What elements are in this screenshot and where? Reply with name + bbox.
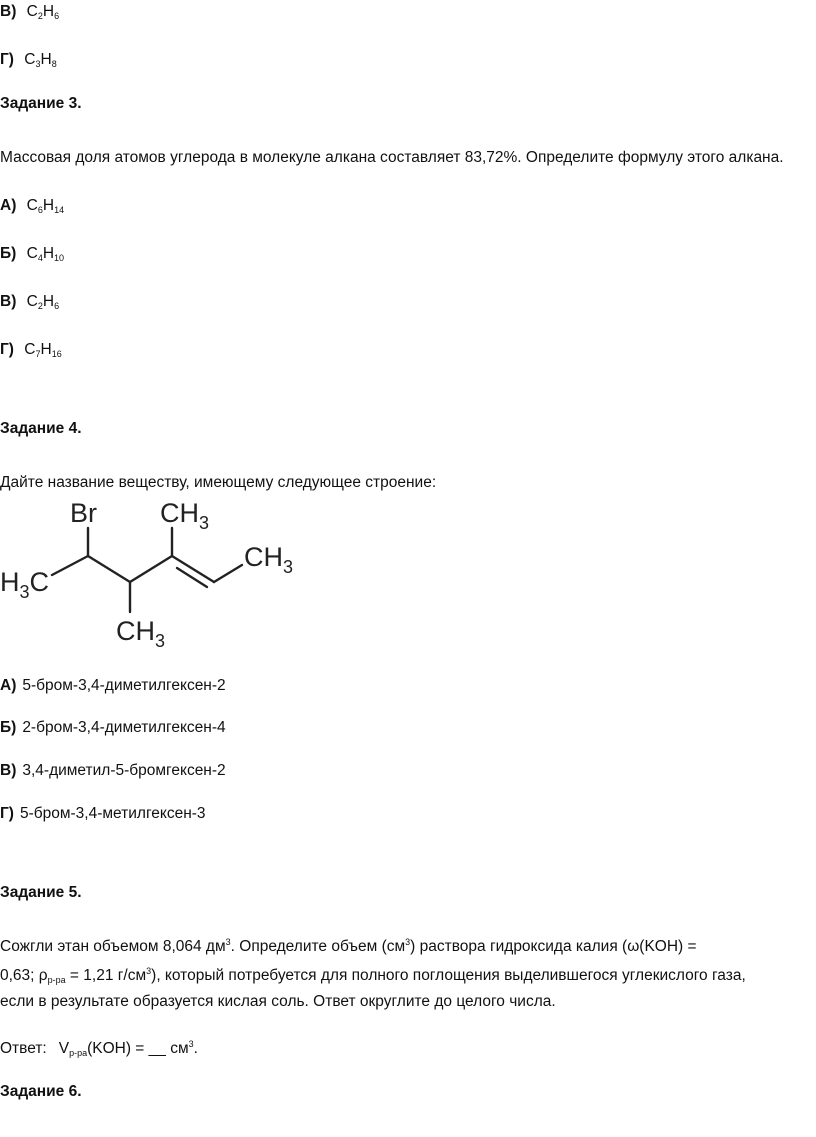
task5-answer: Ответ: $V_{р-ра}(KOH)$ = __ $см^3$. bbox=[0, 1039, 198, 1058]
bond-lines bbox=[52, 528, 242, 612]
task3-question: Массовая доля атомов углерода в молекуле алкана составляет 83,72%. Определите формулу этого алкана. bbox=[0, 149, 784, 166]
option-text: 5-бром-3,4-диметилгексен-2 bbox=[22, 677, 226, 694]
option-letter: Г) bbox=[0, 51, 14, 68]
task2-option-g bbox=[0, 50, 57, 70]
task5-question-line3: если в результате образуется кислая соль. Ответ округлите до целого числа. bbox=[0, 993, 556, 1010]
task4-option-a bbox=[0, 676, 226, 696]
task4-option-v bbox=[0, 761, 226, 781]
formula: $C_7H_{16}$ bbox=[24, 341, 62, 359]
formula: $C_3H_8$ bbox=[24, 51, 57, 69]
option-letter: В) bbox=[0, 762, 17, 779]
option-letter: Б) bbox=[0, 245, 17, 262]
structural-formula bbox=[0, 492, 310, 652]
option-text: 5-бром-3,4-метилгексен-3 bbox=[19, 805, 206, 822]
option-letter: А) bbox=[0, 197, 17, 214]
br-label: Br bbox=[70, 498, 97, 528]
option-letter: В) bbox=[0, 3, 17, 20]
bond bbox=[130, 556, 172, 582]
task3-option-v bbox=[0, 292, 59, 312]
task4-option-b bbox=[0, 718, 226, 738]
option-letter: А) bbox=[0, 677, 17, 694]
formula: $C_2H_6$ bbox=[26, 3, 60, 21]
task4-title: Задание 4. bbox=[0, 420, 82, 437]
option-letter: Б) bbox=[0, 719, 17, 736]
option-letter: В) bbox=[0, 293, 17, 310]
task5-question-line1: Сожгли этан объемом 8,064 $дм^3$. Определите объем $(см^3)$ раствора гидроксида калия (ω(KOH) = bbox=[0, 937, 697, 955]
task3-option-b bbox=[0, 244, 64, 264]
formula: $C_6H_{14}$ bbox=[26, 197, 65, 215]
bond bbox=[52, 556, 88, 575]
task3-option-a bbox=[0, 196, 64, 216]
ch3-bottom-label: $CH_3$ bbox=[116, 616, 166, 651]
option-letter: Г) bbox=[0, 805, 14, 822]
task6-title: Задание 6. bbox=[0, 1083, 82, 1100]
task2-option-v bbox=[0, 2, 59, 22]
option-text: 3,4-диметил-5-бромгексен-2 bbox=[22, 762, 226, 779]
task3-option-g bbox=[0, 340, 62, 360]
ch3-right-label: $CH_3$ bbox=[244, 542, 294, 577]
option-letter: Г) bbox=[0, 341, 14, 358]
bond bbox=[88, 556, 130, 582]
task5-question-line2: 0,63; $\rho_{р-ра} = 1,21$ $г/см^3$), который потребуется для полного поглощения выделившегося углекислого газа, bbox=[0, 966, 746, 985]
h3c-left-label: $H_3C$ bbox=[0, 567, 50, 602]
double-bond-inner bbox=[177, 568, 207, 587]
answer-label: Ответ: bbox=[0, 1040, 47, 1057]
task5-title: Задание 5. bbox=[0, 884, 82, 901]
task3-title: Задание 3. bbox=[0, 95, 82, 112]
task4-option-g bbox=[0, 804, 206, 824]
ch3-top-label: $CH_3$ bbox=[160, 498, 210, 533]
bond bbox=[214, 565, 242, 582]
task4-question: Дайте название веществу, имеющему следующее строение: bbox=[0, 474, 437, 491]
option-text: 2-бром-3,4-диметилгексен-4 bbox=[22, 719, 226, 736]
formula: $C_2H_6$ bbox=[26, 293, 60, 311]
formula: $C_4H_{10}$ bbox=[26, 245, 65, 263]
